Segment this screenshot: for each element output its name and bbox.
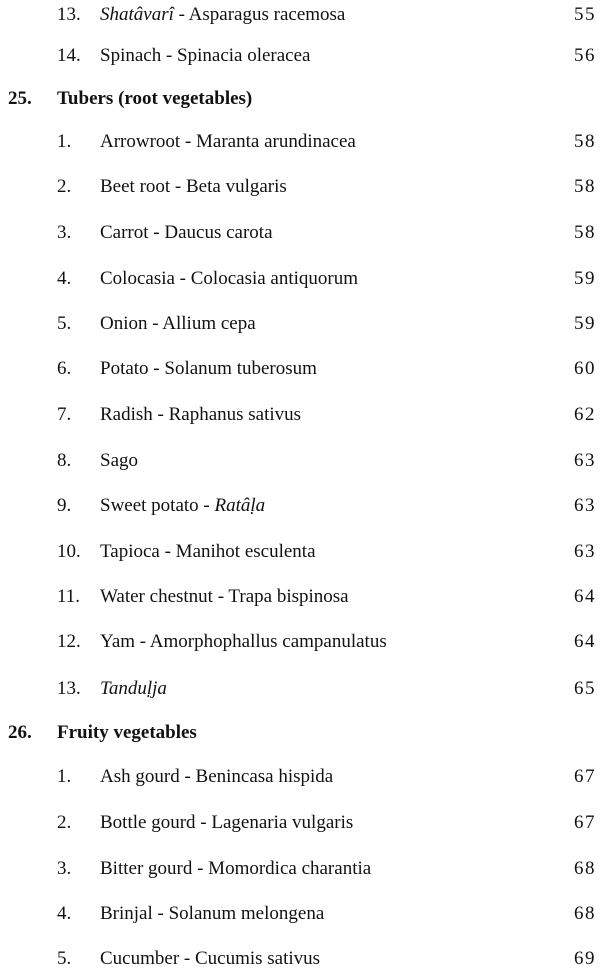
entry-page-number: 65 (574, 678, 596, 699)
section-number: 25. (8, 88, 32, 109)
toc-entry (0, 41, 600, 71)
entry-page-number: 58 (574, 176, 596, 197)
entry-page-number: 63 (574, 541, 596, 562)
entry-number: 3. (57, 222, 72, 243)
entry-title-part: Yam - Amorphophallus campanulatus (100, 631, 387, 652)
entry-number: 4. (57, 268, 72, 289)
entry-page-number: 68 (574, 903, 596, 924)
toc-section-heading (0, 84, 600, 114)
entry-number: 13. (57, 4, 81, 25)
entry-number: 2. (57, 176, 72, 197)
entry-page-number: 58 (574, 131, 596, 152)
entry-page-number: 64 (574, 631, 596, 652)
toc-entry (0, 446, 600, 476)
entry-title (100, 944, 320, 974)
entry-number: 4. (57, 903, 72, 924)
toc-entry (0, 899, 600, 929)
entry-page-number: 68 (574, 858, 596, 879)
entry-title-part: Spinach - Spinacia oleracea (100, 45, 311, 66)
entry-page-number: 67 (574, 812, 596, 833)
entry-title (100, 172, 287, 202)
section-title: Fruity vegetables (57, 722, 197, 743)
entry-title-part: Colocasia - Colocasia antiquorum (100, 268, 359, 289)
entry-number: 9. (57, 495, 72, 516)
entry-title-part: Water chestnut - Trapa bispinosa (100, 586, 349, 607)
toc-entry (0, 582, 600, 612)
entry-title (100, 354, 317, 384)
toc-entry (0, 400, 600, 430)
entry-title-part: Sweet potato - (100, 495, 215, 516)
entry-title (100, 264, 358, 294)
toc-entry (0, 309, 600, 339)
entry-page-number: 58 (574, 222, 596, 243)
entry-title-italic-part: Tanduḷja (100, 678, 167, 699)
entry-title-part: Onion - Allium cepa (100, 313, 256, 334)
entry-title (100, 127, 356, 157)
toc-entry (0, 537, 600, 567)
toc-entry (0, 854, 600, 884)
toc-entry (0, 674, 600, 704)
entry-number: 13. (57, 678, 81, 699)
entry-number: 1. (57, 766, 72, 787)
entry-number: 14. (57, 45, 81, 66)
entry-title (100, 400, 301, 430)
toc-entry (0, 491, 600, 521)
toc-entry (0, 218, 600, 248)
entry-title (100, 808, 353, 838)
entry-title (100, 627, 387, 657)
entry-page-number: 67 (574, 766, 596, 787)
entry-number: 2. (57, 812, 72, 833)
entry-page-number: 55 (574, 4, 596, 25)
entry-title (100, 218, 273, 248)
entry-number: 7. (57, 404, 72, 425)
toc-entry (0, 944, 600, 974)
entry-title-part: Bitter gourd - Momordica charantia (100, 858, 372, 879)
entry-title-part: Tapioca - Manihot esculenta (100, 541, 316, 562)
entry-title-part: Bottle gourd - Lagenaria vulgaris (100, 812, 354, 833)
entry-title-italic-part: Ratâḷa (214, 495, 266, 516)
section-title: Tubers (root vegetables) (57, 88, 253, 109)
entry-title (100, 582, 349, 612)
entry-title (100, 854, 371, 884)
toc-entry (0, 354, 600, 384)
entry-number: 1. (57, 131, 72, 152)
entry-title-part: Potato - Solanum tuberosum (100, 358, 317, 379)
entry-page-number: 64 (574, 586, 596, 607)
entry-title-part: Radish - Raphanus sativus (100, 404, 302, 425)
toc-entry (0, 627, 600, 657)
entry-number: 12. (57, 631, 81, 652)
entry-title (100, 491, 265, 521)
entry-title (100, 899, 324, 929)
entry-number: 3. (57, 858, 72, 879)
entry-title (100, 0, 345, 30)
entry-number: 10. (57, 541, 81, 562)
entry-number: 11. (57, 586, 81, 607)
toc-entry (0, 264, 600, 294)
entry-title-part: Arrowroot - Maranta arundinacea (100, 131, 356, 152)
entry-number: 5. (57, 948, 72, 969)
entry-title-part: Cucumber - Cucumis sativus (100, 948, 321, 969)
entry-title-part: Sago (100, 450, 138, 471)
toc-entry (0, 0, 600, 30)
entry-number: 6. (57, 358, 72, 379)
entry-page-number: 60 (574, 358, 596, 379)
entry-page-number: 63 (574, 450, 596, 471)
entry-title-italic-part: Shatâvarî (100, 4, 174, 25)
toc-section-heading (0, 718, 600, 748)
toc-entry (0, 808, 600, 838)
entry-number: 8. (57, 450, 72, 471)
entry-number: 5. (57, 313, 72, 334)
entry-page-number: 59 (574, 268, 596, 289)
entry-title-part: Brinjal - Solanum melongena (100, 903, 325, 924)
entry-title (100, 41, 310, 71)
toc-entry (0, 127, 600, 157)
entry-title (100, 537, 316, 567)
entry-page-number: 62 (574, 404, 596, 425)
entry-title (100, 674, 167, 704)
toc-entry (0, 762, 600, 792)
entry-title-part: Carrot - Daucus carota (100, 222, 273, 243)
entry-title (100, 446, 138, 476)
entry-page-number: 63 (574, 495, 596, 516)
entry-title-part: - Asparagus racemosa (173, 4, 346, 25)
entry-title (100, 762, 333, 792)
entry-title-part: Beet root - Beta vulgaris (100, 176, 287, 197)
entry-page-number: 69 (574, 948, 596, 969)
entry-page-number: 59 (574, 313, 596, 334)
entry-title (100, 309, 256, 339)
toc-entry (0, 172, 600, 202)
entry-page-number: 56 (574, 45, 596, 66)
section-number: 26. (8, 722, 32, 743)
entry-title-part: Ash gourd - Benincasa hispida (100, 766, 334, 787)
